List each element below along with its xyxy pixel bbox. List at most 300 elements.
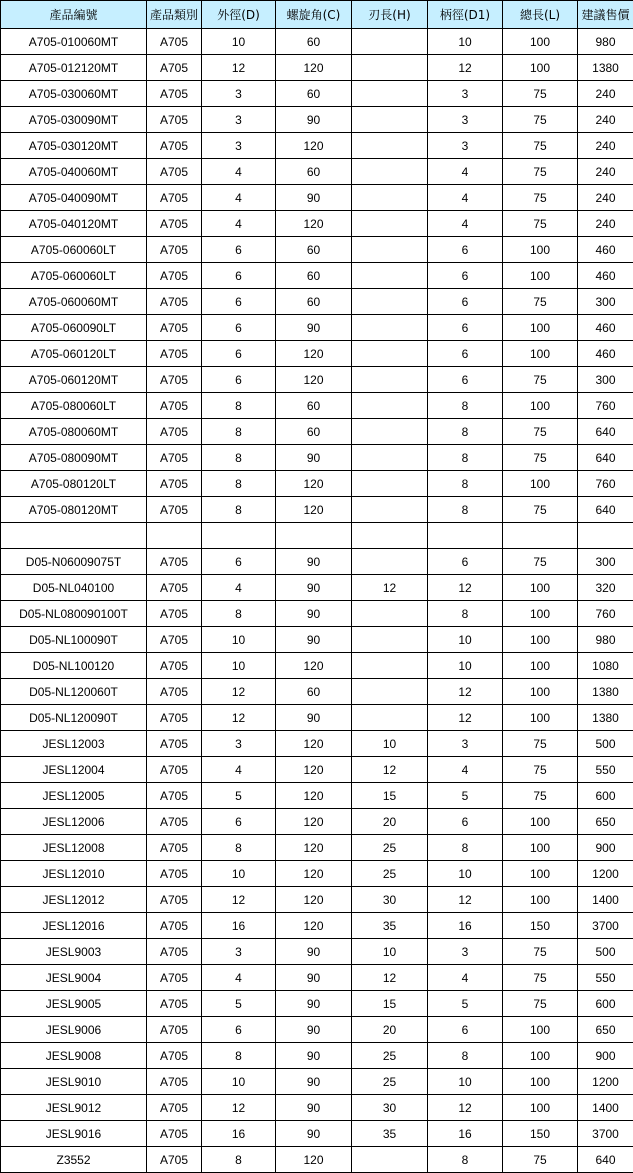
total-length-cell: 75 xyxy=(503,289,578,315)
product-code-cell: A705-012120MT xyxy=(1,55,147,81)
shank-diameter-cell: 6 xyxy=(428,809,503,835)
shank-diameter-cell: 10 xyxy=(428,29,503,55)
helix-angle-cell: 60 xyxy=(276,289,352,315)
suggested-price-cell: 240 xyxy=(578,159,633,185)
category-cell: A705 xyxy=(147,81,202,107)
blade-length-cell xyxy=(352,419,428,445)
outer-diameter-cell: 8 xyxy=(202,497,276,523)
total-length-cell: 150 xyxy=(503,1121,578,1147)
category-cell: A705 xyxy=(147,835,202,861)
outer-diameter-cell xyxy=(202,523,276,549)
table-row xyxy=(1,1121,633,1147)
helix-angle-cell: 60 xyxy=(276,393,352,419)
total-length-cell: 100 xyxy=(503,575,578,601)
total-length-cell: 75 xyxy=(503,81,578,107)
shank-diameter-cell: 4 xyxy=(428,159,503,185)
outer-diameter-cell: 4 xyxy=(202,159,276,185)
shank-diameter-cell: 5 xyxy=(428,783,503,809)
blade-length-cell: 10 xyxy=(352,939,428,965)
suggested-price-cell: 1080 xyxy=(578,653,633,679)
table-row xyxy=(1,913,633,939)
product-code-cell: D05-NL100120 xyxy=(1,653,147,679)
product-code-cell: JESL9003 xyxy=(1,939,147,965)
blade-length-cell xyxy=(352,315,428,341)
total-length-cell: 75 xyxy=(503,783,578,809)
shank-diameter-cell: 16 xyxy=(428,1121,503,1147)
product-code-cell: A705-080120MT xyxy=(1,497,147,523)
total-length-cell: 100 xyxy=(503,29,578,55)
outer-diameter-cell: 8 xyxy=(202,445,276,471)
outer-diameter-cell: 6 xyxy=(202,315,276,341)
helix-angle-cell: 120 xyxy=(276,783,352,809)
helix-angle-cell: 120 xyxy=(276,497,352,523)
total-length-cell: 100 xyxy=(503,705,578,731)
category-cell: A705 xyxy=(147,939,202,965)
total-length-cell: 100 xyxy=(503,315,578,341)
table-row xyxy=(1,185,633,211)
product-code-cell: A705-060120MT xyxy=(1,367,147,393)
shank-diameter-cell: 8 xyxy=(428,445,503,471)
table-row xyxy=(1,133,633,159)
outer-diameter-cell: 3 xyxy=(202,133,276,159)
helix-angle-cell: 120 xyxy=(276,341,352,367)
helix-angle-cell: 90 xyxy=(276,445,352,471)
outer-diameter-cell: 8 xyxy=(202,1147,276,1173)
suggested-price-cell: 460 xyxy=(578,237,633,263)
shank-diameter-cell: 6 xyxy=(428,367,503,393)
total-length-cell: 75 xyxy=(503,159,578,185)
suggested-price-cell: 640 xyxy=(578,419,633,445)
category-cell: A705 xyxy=(147,315,202,341)
product-code-cell: JESL12008 xyxy=(1,835,147,861)
outer-diameter-cell: 10 xyxy=(202,653,276,679)
blade-length-cell xyxy=(352,185,428,211)
table-row xyxy=(1,1017,633,1043)
shank-diameter-cell: 6 xyxy=(428,237,503,263)
total-length-cell: 100 xyxy=(503,55,578,81)
total-length-cell: 75 xyxy=(503,419,578,445)
blade-length-cell xyxy=(352,133,428,159)
helix-angle-cell: 90 xyxy=(276,575,352,601)
outer-diameter-cell: 6 xyxy=(202,1017,276,1043)
category-cell: A705 xyxy=(147,757,202,783)
product-code-cell: JESL9005 xyxy=(1,991,147,1017)
outer-diameter-cell: 4 xyxy=(202,965,276,991)
product-code-cell: D05-NL080090100T xyxy=(1,601,147,627)
blade-length-cell xyxy=(352,653,428,679)
product-code-cell: A705-030090MT xyxy=(1,107,147,133)
shank-diameter-cell: 8 xyxy=(428,1147,503,1173)
total-length-cell: 75 xyxy=(503,445,578,471)
table-row xyxy=(1,159,633,185)
shank-diameter-cell: 4 xyxy=(428,185,503,211)
shank-diameter-cell: 8 xyxy=(428,471,503,497)
total-length-cell: 100 xyxy=(503,1095,578,1121)
blade-length-cell: 10 xyxy=(352,731,428,757)
blade-length-cell xyxy=(352,679,428,705)
product-code-cell: A705-080120LT xyxy=(1,471,147,497)
total-length-cell: 100 xyxy=(503,861,578,887)
outer-diameter-cell: 8 xyxy=(202,393,276,419)
table-row xyxy=(1,991,633,1017)
total-length-cell: 75 xyxy=(503,367,578,393)
outer-diameter-cell: 4 xyxy=(202,185,276,211)
outer-diameter-cell: 8 xyxy=(202,1043,276,1069)
header-helix-angle: 螺旋角(C) xyxy=(276,1,352,29)
shank-diameter-cell: 5 xyxy=(428,991,503,1017)
outer-diameter-cell: 6 xyxy=(202,237,276,263)
outer-diameter-cell: 4 xyxy=(202,575,276,601)
helix-angle-cell: 90 xyxy=(276,627,352,653)
shank-diameter-cell xyxy=(428,523,503,549)
outer-diameter-cell: 5 xyxy=(202,783,276,809)
helix-angle-cell: 120 xyxy=(276,913,352,939)
outer-diameter-cell: 10 xyxy=(202,1069,276,1095)
total-length-cell: 100 xyxy=(503,627,578,653)
blade-length-cell xyxy=(352,29,428,55)
outer-diameter-cell: 3 xyxy=(202,939,276,965)
table-row xyxy=(1,107,633,133)
suggested-price-cell: 650 xyxy=(578,809,633,835)
category-cell: A705 xyxy=(147,55,202,81)
helix-angle-cell: 60 xyxy=(276,679,352,705)
product-code-cell: A705-030060MT xyxy=(1,81,147,107)
helix-angle-cell: 120 xyxy=(276,55,352,81)
shank-diameter-cell: 4 xyxy=(428,757,503,783)
shank-diameter-cell: 12 xyxy=(428,679,503,705)
outer-diameter-cell: 6 xyxy=(202,367,276,393)
product-code-cell: JESL12005 xyxy=(1,783,147,809)
table-row xyxy=(1,81,633,107)
outer-diameter-cell: 6 xyxy=(202,263,276,289)
shank-diameter-cell: 8 xyxy=(428,1043,503,1069)
helix-angle-cell: 60 xyxy=(276,159,352,185)
blade-length-cell: 20 xyxy=(352,809,428,835)
suggested-price-cell: 1200 xyxy=(578,1069,633,1095)
category-cell: A705 xyxy=(147,731,202,757)
table-row xyxy=(1,367,633,393)
shank-diameter-cell: 8 xyxy=(428,601,503,627)
helix-angle-cell: 60 xyxy=(276,81,352,107)
table-row xyxy=(1,757,633,783)
shank-diameter-cell: 8 xyxy=(428,393,503,419)
category-cell: A705 xyxy=(147,627,202,653)
helix-angle-cell: 120 xyxy=(276,653,352,679)
total-length-cell xyxy=(503,523,578,549)
category-cell: A705 xyxy=(147,133,202,159)
total-length-cell: 150 xyxy=(503,913,578,939)
blade-length-cell xyxy=(352,367,428,393)
product-code-cell: D05-NL100090T xyxy=(1,627,147,653)
shank-diameter-cell: 10 xyxy=(428,627,503,653)
table-row xyxy=(1,315,633,341)
category-cell: A705 xyxy=(147,1017,202,1043)
suggested-price-cell: 1200 xyxy=(578,861,633,887)
outer-diameter-cell: 4 xyxy=(202,211,276,237)
suggested-price-cell: 300 xyxy=(578,367,633,393)
blade-length-cell xyxy=(352,211,428,237)
helix-angle-cell: 90 xyxy=(276,1017,352,1043)
suggested-price-cell: 900 xyxy=(578,1043,633,1069)
blade-length-cell: 12 xyxy=(352,965,428,991)
category-cell: A705 xyxy=(147,809,202,835)
shank-diameter-cell: 8 xyxy=(428,419,503,445)
suggested-price-cell: 600 xyxy=(578,991,633,1017)
shank-diameter-cell: 10 xyxy=(428,861,503,887)
suggested-price-cell: 1380 xyxy=(578,55,633,81)
outer-diameter-cell: 8 xyxy=(202,601,276,627)
suggested-price-cell: 460 xyxy=(578,263,633,289)
suggested-price-cell: 320 xyxy=(578,575,633,601)
suggested-price-cell: 3700 xyxy=(578,913,633,939)
product-code-cell: A705-080090MT xyxy=(1,445,147,471)
suggested-price-cell: 650 xyxy=(578,1017,633,1043)
total-length-cell: 75 xyxy=(503,133,578,159)
table-row xyxy=(1,939,633,965)
shank-diameter-cell: 3 xyxy=(428,939,503,965)
category-cell: A705 xyxy=(147,1043,202,1069)
product-code-cell: Z3552 xyxy=(1,1147,147,1173)
total-length-cell: 100 xyxy=(503,237,578,263)
table-row xyxy=(1,1095,633,1121)
category-cell: A705 xyxy=(147,237,202,263)
total-length-cell: 75 xyxy=(503,991,578,1017)
product-code-cell: A705-060060LT xyxy=(1,263,147,289)
blade-length-cell xyxy=(352,471,428,497)
suggested-price-cell: 460 xyxy=(578,315,633,341)
header-row xyxy=(1,1,633,29)
helix-angle-cell: 90 xyxy=(276,1095,352,1121)
table-row xyxy=(1,887,633,913)
product-code-cell: A705-040120MT xyxy=(1,211,147,237)
category-cell: A705 xyxy=(147,601,202,627)
category-cell: A705 xyxy=(147,341,202,367)
blade-length-cell xyxy=(352,445,428,471)
shank-diameter-cell: 4 xyxy=(428,965,503,991)
outer-diameter-cell: 10 xyxy=(202,29,276,55)
blade-length-cell: 25 xyxy=(352,861,428,887)
suggested-price-cell: 1400 xyxy=(578,1095,633,1121)
table-row xyxy=(1,29,633,55)
blade-length-cell xyxy=(352,627,428,653)
helix-angle-cell: 90 xyxy=(276,705,352,731)
suggested-price-cell: 640 xyxy=(578,1147,633,1173)
header-shank-diameter: 柄徑(D1) xyxy=(428,1,503,29)
category-cell: A705 xyxy=(147,159,202,185)
product-code-cell xyxy=(1,523,147,549)
helix-angle-cell: 120 xyxy=(276,367,352,393)
shank-diameter-cell: 12 xyxy=(428,55,503,81)
shank-diameter-cell: 12 xyxy=(428,575,503,601)
outer-diameter-cell: 6 xyxy=(202,341,276,367)
product-code-cell: JESL9004 xyxy=(1,965,147,991)
product-code-cell: A705-030120MT xyxy=(1,133,147,159)
shank-diameter-cell: 3 xyxy=(428,107,503,133)
shank-diameter-cell: 3 xyxy=(428,81,503,107)
product-code-cell: A705-060060LT xyxy=(1,237,147,263)
outer-diameter-cell: 3 xyxy=(202,107,276,133)
shank-diameter-cell: 10 xyxy=(428,653,503,679)
product-code-cell: JESL12006 xyxy=(1,809,147,835)
suggested-price-cell: 760 xyxy=(578,393,633,419)
category-cell: A705 xyxy=(147,1095,202,1121)
outer-diameter-cell: 8 xyxy=(202,835,276,861)
shank-diameter-cell: 6 xyxy=(428,549,503,575)
category-cell: A705 xyxy=(147,29,202,55)
suggested-price-cell: 1400 xyxy=(578,887,633,913)
total-length-cell: 100 xyxy=(503,601,578,627)
helix-angle-cell: 90 xyxy=(276,601,352,627)
shank-diameter-cell: 12 xyxy=(428,705,503,731)
blade-length-cell: 15 xyxy=(352,991,428,1017)
total-length-cell: 100 xyxy=(503,471,578,497)
helix-angle-cell: 120 xyxy=(276,471,352,497)
shank-diameter-cell: 16 xyxy=(428,913,503,939)
header-total-length: 總長(L) xyxy=(503,1,578,29)
total-length-cell: 75 xyxy=(503,497,578,523)
product-code-cell: D05-NL040100 xyxy=(1,575,147,601)
blade-length-cell: 30 xyxy=(352,1095,428,1121)
total-length-cell: 100 xyxy=(503,653,578,679)
helix-angle-cell: 60 xyxy=(276,419,352,445)
blade-length-cell xyxy=(352,705,428,731)
table-row xyxy=(1,965,633,991)
table-row xyxy=(1,679,633,705)
suggested-price-cell: 240 xyxy=(578,211,633,237)
suggested-price-cell: 1380 xyxy=(578,705,633,731)
total-length-cell: 100 xyxy=(503,679,578,705)
shank-diameter-cell: 8 xyxy=(428,497,503,523)
blade-length-cell xyxy=(352,289,428,315)
category-cell: A705 xyxy=(147,263,202,289)
category-cell: A705 xyxy=(147,419,202,445)
product-code-cell: A705-040060MT xyxy=(1,159,147,185)
suggested-price-cell: 550 xyxy=(578,757,633,783)
category-cell: A705 xyxy=(147,861,202,887)
outer-diameter-cell: 12 xyxy=(202,679,276,705)
total-length-cell: 100 xyxy=(503,341,578,367)
blade-length-cell xyxy=(352,107,428,133)
outer-diameter-cell: 12 xyxy=(202,55,276,81)
total-length-cell: 75 xyxy=(503,731,578,757)
blade-length-cell xyxy=(352,497,428,523)
suggested-price-cell: 240 xyxy=(578,107,633,133)
blade-length-cell xyxy=(352,237,428,263)
table-row xyxy=(1,1147,633,1173)
outer-diameter-cell: 8 xyxy=(202,471,276,497)
product-code-cell: JESL9006 xyxy=(1,1017,147,1043)
category-cell: A705 xyxy=(147,393,202,419)
shank-diameter-cell: 8 xyxy=(428,835,503,861)
table-row xyxy=(1,237,633,263)
total-length-cell: 100 xyxy=(503,809,578,835)
table-row xyxy=(1,497,633,523)
category-cell: A705 xyxy=(147,471,202,497)
suggested-price-cell: 600 xyxy=(578,783,633,809)
category-cell: A705 xyxy=(147,1147,202,1173)
helix-angle-cell: 120 xyxy=(276,211,352,237)
helix-angle-cell: 90 xyxy=(276,107,352,133)
shank-diameter-cell: 3 xyxy=(428,133,503,159)
suggested-price-cell: 500 xyxy=(578,939,633,965)
category-cell xyxy=(147,523,202,549)
category-cell: A705 xyxy=(147,1069,202,1095)
suggested-price-cell: 900 xyxy=(578,835,633,861)
table-row xyxy=(1,549,633,575)
product-code-cell: D05-N06009075T xyxy=(1,549,147,575)
blade-length-cell: 30 xyxy=(352,887,428,913)
suggested-price-cell: 460 xyxy=(578,341,633,367)
product-code-cell: JESL12003 xyxy=(1,731,147,757)
suggested-price-cell: 240 xyxy=(578,133,633,159)
helix-angle-cell: 120 xyxy=(276,835,352,861)
helix-angle-cell xyxy=(276,523,352,549)
category-cell: A705 xyxy=(147,107,202,133)
product-code-cell: JESL12004 xyxy=(1,757,147,783)
blade-length-cell: 25 xyxy=(352,835,428,861)
helix-angle-cell: 90 xyxy=(276,315,352,341)
total-length-cell: 100 xyxy=(503,887,578,913)
shank-diameter-cell: 6 xyxy=(428,289,503,315)
category-cell: A705 xyxy=(147,211,202,237)
suggested-price-cell: 300 xyxy=(578,549,633,575)
category-cell: A705 xyxy=(147,575,202,601)
product-code-cell: A705-080060MT xyxy=(1,419,147,445)
total-length-cell: 75 xyxy=(503,107,578,133)
blade-length-cell xyxy=(352,601,428,627)
blade-length-cell: 15 xyxy=(352,783,428,809)
shank-diameter-cell: 12 xyxy=(428,887,503,913)
table-row xyxy=(1,419,633,445)
outer-diameter-cell: 5 xyxy=(202,991,276,1017)
product-code-cell: JESL12016 xyxy=(1,913,147,939)
outer-diameter-cell: 16 xyxy=(202,913,276,939)
shank-diameter-cell: 12 xyxy=(428,1095,503,1121)
category-cell: A705 xyxy=(147,913,202,939)
helix-angle-cell: 120 xyxy=(276,731,352,757)
total-length-cell: 100 xyxy=(503,1069,578,1095)
helix-angle-cell: 120 xyxy=(276,133,352,159)
product-code-cell: A705-080060LT xyxy=(1,393,147,419)
helix-angle-cell: 120 xyxy=(276,809,352,835)
product-code-cell: JESL12012 xyxy=(1,887,147,913)
product-code-cell: A705-060090LT xyxy=(1,315,147,341)
category-cell: A705 xyxy=(147,653,202,679)
product-code-cell: D05-NL120060T xyxy=(1,679,147,705)
table-row xyxy=(1,575,633,601)
table-row xyxy=(1,835,633,861)
blade-length-cell xyxy=(352,81,428,107)
suggested-price-cell: 240 xyxy=(578,185,633,211)
total-length-cell: 75 xyxy=(503,757,578,783)
suggested-price-cell: 760 xyxy=(578,601,633,627)
outer-diameter-cell: 6 xyxy=(202,809,276,835)
outer-diameter-cell: 10 xyxy=(202,861,276,887)
table-row xyxy=(1,55,633,81)
shank-diameter-cell: 3 xyxy=(428,731,503,757)
outer-diameter-cell: 3 xyxy=(202,81,276,107)
category-cell: A705 xyxy=(147,497,202,523)
total-length-cell: 75 xyxy=(503,965,578,991)
helix-angle-cell: 120 xyxy=(276,861,352,887)
suggested-price-cell: 980 xyxy=(578,29,633,55)
shank-diameter-cell: 10 xyxy=(428,1069,503,1095)
category-cell: A705 xyxy=(147,367,202,393)
helix-angle-cell: 120 xyxy=(276,757,352,783)
category-cell: A705 xyxy=(147,679,202,705)
shank-diameter-cell: 4 xyxy=(428,211,503,237)
blade-length-cell: 25 xyxy=(352,1043,428,1069)
